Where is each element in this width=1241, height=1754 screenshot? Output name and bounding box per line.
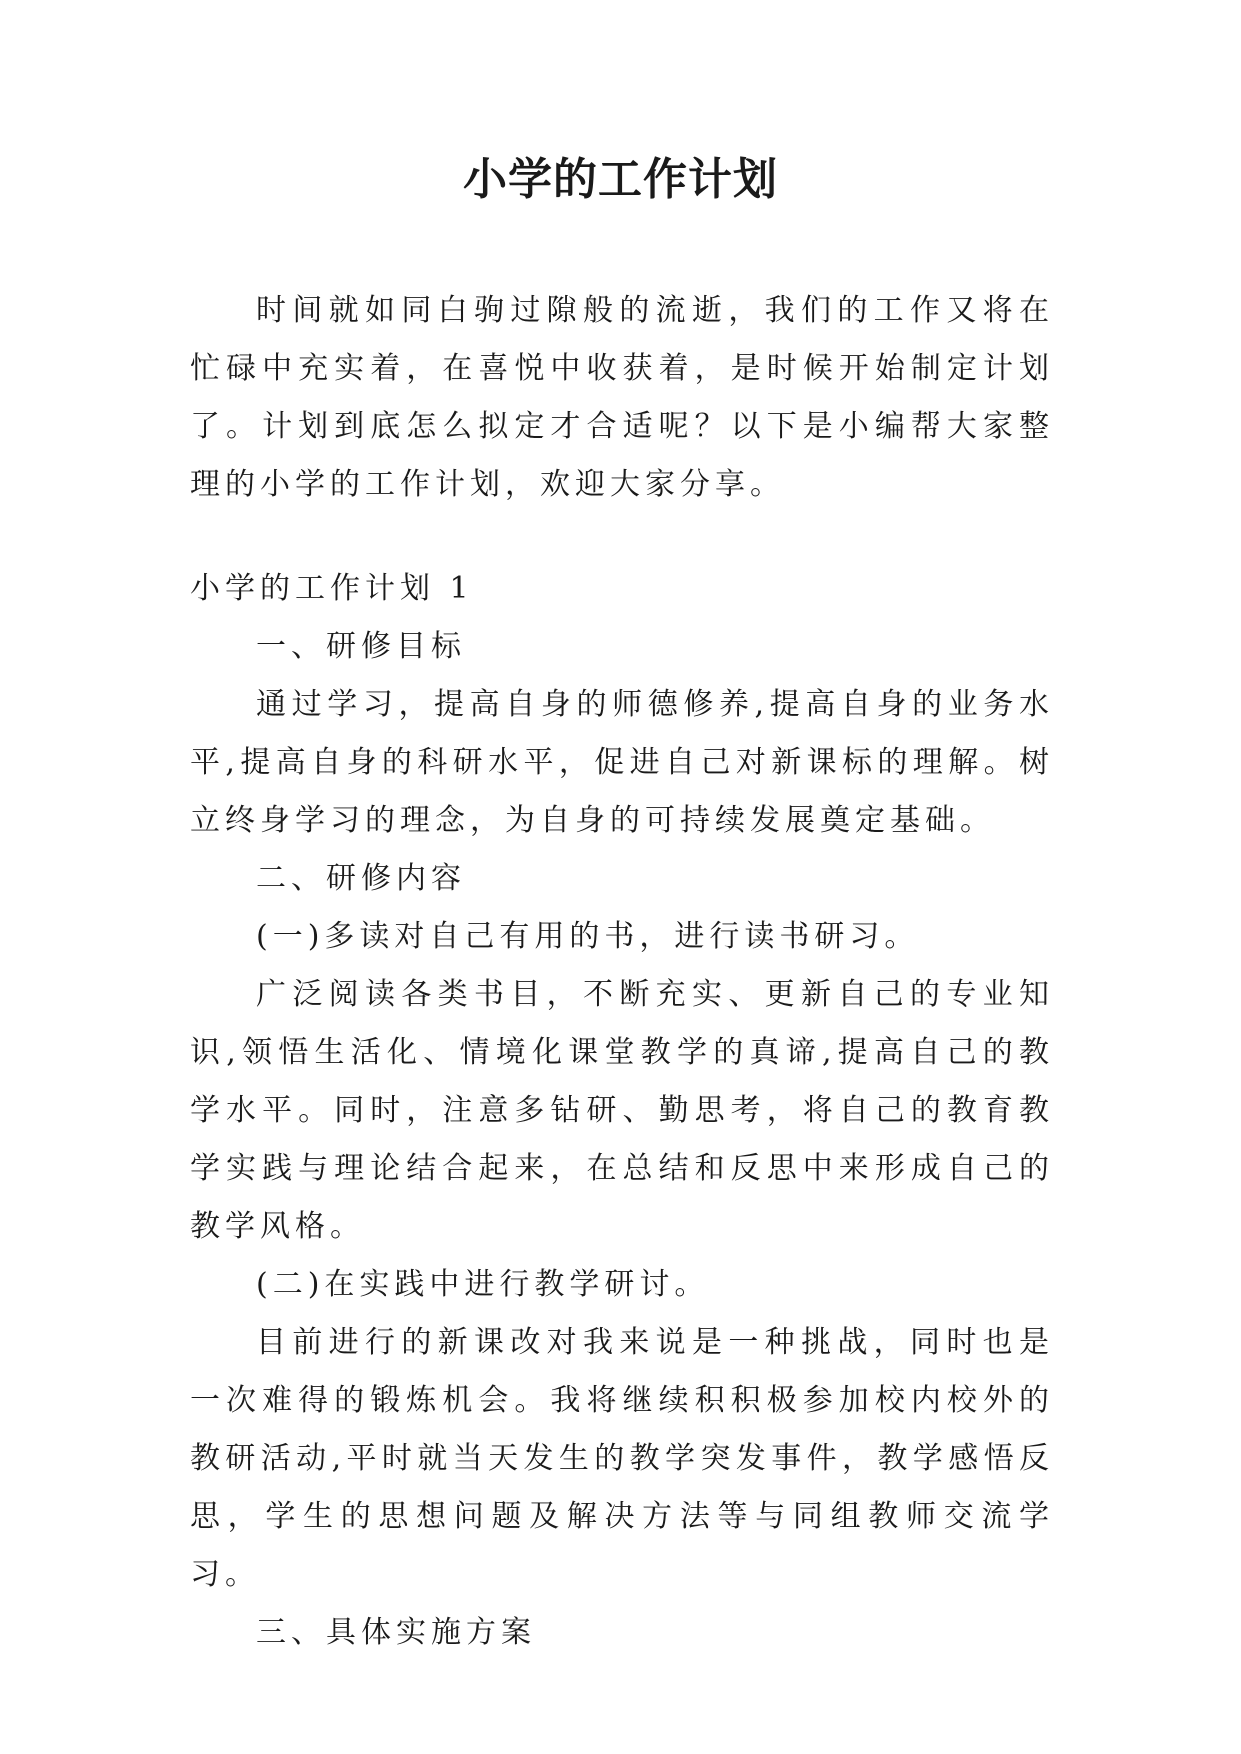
intro-paragraph: 时间就如同白驹过隙般的流逝，我们的工作又将在忙碌中充实着，在喜悦中收获着，是时候开始制定计划了。计划到底怎么拟定才合适呢？以下是小编帮大家整理的小学的工作计划，欢迎大家分享。	[190, 293, 1054, 502]
subheading-practice: (二)在实践中进行教学研讨。	[256, 1267, 710, 1302]
heading-research-goal: 一、研修目标	[256, 629, 466, 664]
subheading-reading: (一)多读对自己有用的书，进行读书研习。	[256, 919, 920, 954]
section-title: 小学的工作计划 1	[190, 571, 474, 606]
document-body	[190, 282, 1054, 1662]
paragraph-practice: 目前进行的新课改对我来说是一种挑战，同时也是一次难得的锻炼机会。我将继续积积极参加校内校外的教研活动,平时就当天发生的教学突发事件，教学感悟反思，学生的思想问题及解决方法等与同组教师交流学习。	[190, 1325, 1054, 1592]
heading-implementation: 三、具体实施方案	[256, 1615, 536, 1650]
paragraph-reading: 广泛阅读各类书目，不断充实、更新自己的专业知识,领悟生活化、情境化课堂教学的真谛,提高自己的教学水平。同时，注意多钻研、勤思考，将自己的教育教学实践与理论结合起来，在总结和反思中来形成自己的教学风格。	[190, 977, 1054, 1244]
paragraph-research-goal: 通过学习，提高自身的师德修养,提高自身的业务水平,提高自身的科研水平，促进自己对新课标的理解。树立终身学习的理念，为自身的可持续发展奠定基础。	[190, 687, 1054, 838]
heading-research-content: 二、研修内容	[256, 861, 466, 896]
document-title: 小学的工作计划	[463, 154, 778, 205]
